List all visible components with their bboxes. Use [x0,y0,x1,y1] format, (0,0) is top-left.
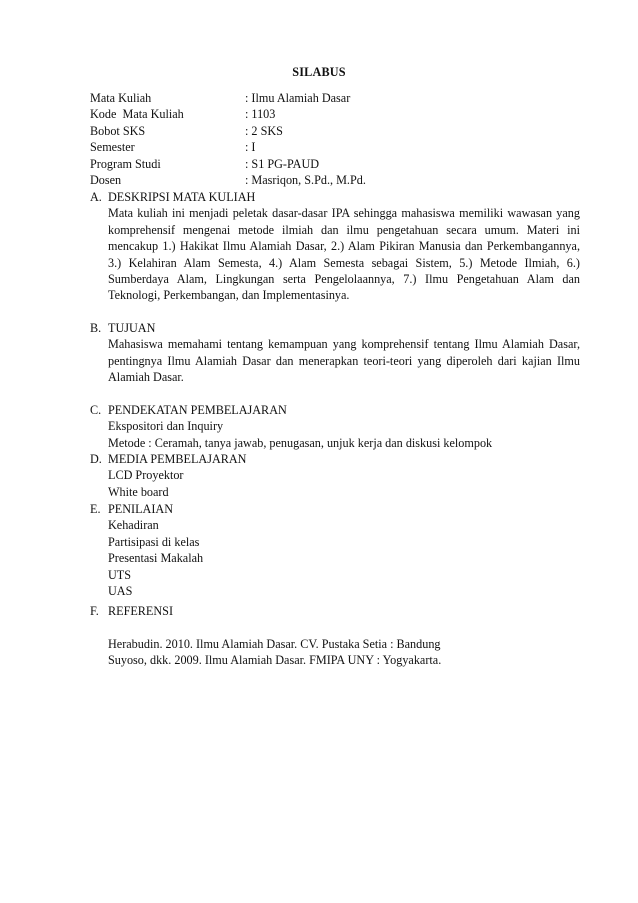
reference-item: Herabudin. 2010. Ilmu Alamiah Dasar. CV. Pustaka Setia : Bandung [108,636,441,651]
section-pendekatan [90,402,580,451]
section-title: PENILAIAN [108,502,173,516]
section-letter: E. [90,502,101,516]
info-label: Bobot SKS [90,123,146,138]
section-referensi [90,603,580,669]
info-value: : 1103 [245,107,276,122]
section-heading [90,402,580,418]
section-tujuan [90,320,580,386]
info-label: Semester [90,140,135,155]
section-line: Ekspositori dan Inquiry [108,419,224,434]
section-penilaian [90,501,580,599]
section-title: MEDIA PEMBELAJARAN [108,452,247,466]
info-label: Mata Kuliah [90,91,152,105]
info-row-program-studi [90,156,570,172]
section-heading [90,320,580,336]
section-line: White board [108,484,169,499]
info-row-mata-kuliah [90,90,570,106]
section-heading [90,603,580,619]
section-heading [90,451,580,467]
section-letter: B. [90,321,102,335]
info-value: : Ilmu Alamiah Dasar [245,91,351,105]
info-row-kode [90,106,570,122]
info-row-bobot-sks [90,123,570,139]
section-letter: D. [90,452,102,466]
section-paragraph: Mahasiswa memahami tentang kemampuan yang komprehensif tentang Ilmu Alamiah Dasar, pentingnya Ilmu Alamiah Dasar dan menerapkan teori-teori yang diperoleh dari kajian Ilmu Alamiah Dasar. [108,337,580,385]
document-title: SILABUS [292,65,346,79]
info-value: : Masriqon, S.Pd., M.Pd. [245,172,366,187]
info-label: Kode Mata Kuliah [90,107,184,122]
section-title: PENDEKATAN PEMBELAJARAN [108,403,287,417]
info-label: Program Studi [90,156,161,171]
section-title: TUJUAN [108,321,156,335]
section-letter: C. [90,403,102,417]
section-line: Kehadiran [108,518,159,533]
info-value: : I [245,140,256,155]
info-label: Dosen [90,172,122,187]
info-value: : S1 PG-PAUD [245,156,320,171]
section-heading [90,189,580,205]
section-line: UTS [108,567,132,582]
section-title: REFERENSI [108,604,174,618]
info-row-semester [90,139,570,155]
section-deskripsi [90,189,580,304]
section-line: Metode : Ceramah, tanya jawab, penugasan, unjuk kerja dan diskusi kelompok [108,435,493,450]
reference-item: Suyoso, dkk. 2009. Ilmu Alamiah Dasar. FMIPA UNY : Yogyakarta. [108,653,442,668]
section-line: Partisipasi di kelas [108,534,200,549]
section-media [90,451,580,500]
section-letter: F. [90,604,99,618]
info-value: : 2 SKS [245,123,283,138]
section-line: Presentasi Makalah [108,551,204,566]
section-line: LCD Proyektor [108,468,184,483]
section-line: UAS [108,584,133,599]
course-info [90,90,570,188]
section-heading [90,501,580,517]
section-title: DESKRIPSI MATA KULIAH [108,190,256,204]
section-paragraph: Mata kuliah ini menjadi peletak dasar-dasar IPA sehingga mahasiswa memiliki wawasan yang komprehensif mengenai metode ilmiah dan ilmu pengetahuan secara umum. Materi ini mencakup 1.) Hakikat Ilmu Alamiah Dasar, 2.) Alam Pikiran Manusia dan Perkembangannya, 3.) Kelahiran Alam Semesta, 4.) Alam Semesta sebagai Sistem, 5.) Metode Ilmiah, 6.) Sumberdaya Alam, Lingkungan serta Pengelolaannya, 7.) Ilmu Pengetahuan Alam dan Teknologi, Perkembangan, dan Implementasinya. [108,206,580,303]
section-letter: A. [90,190,102,204]
info-row-dosen [90,172,570,188]
